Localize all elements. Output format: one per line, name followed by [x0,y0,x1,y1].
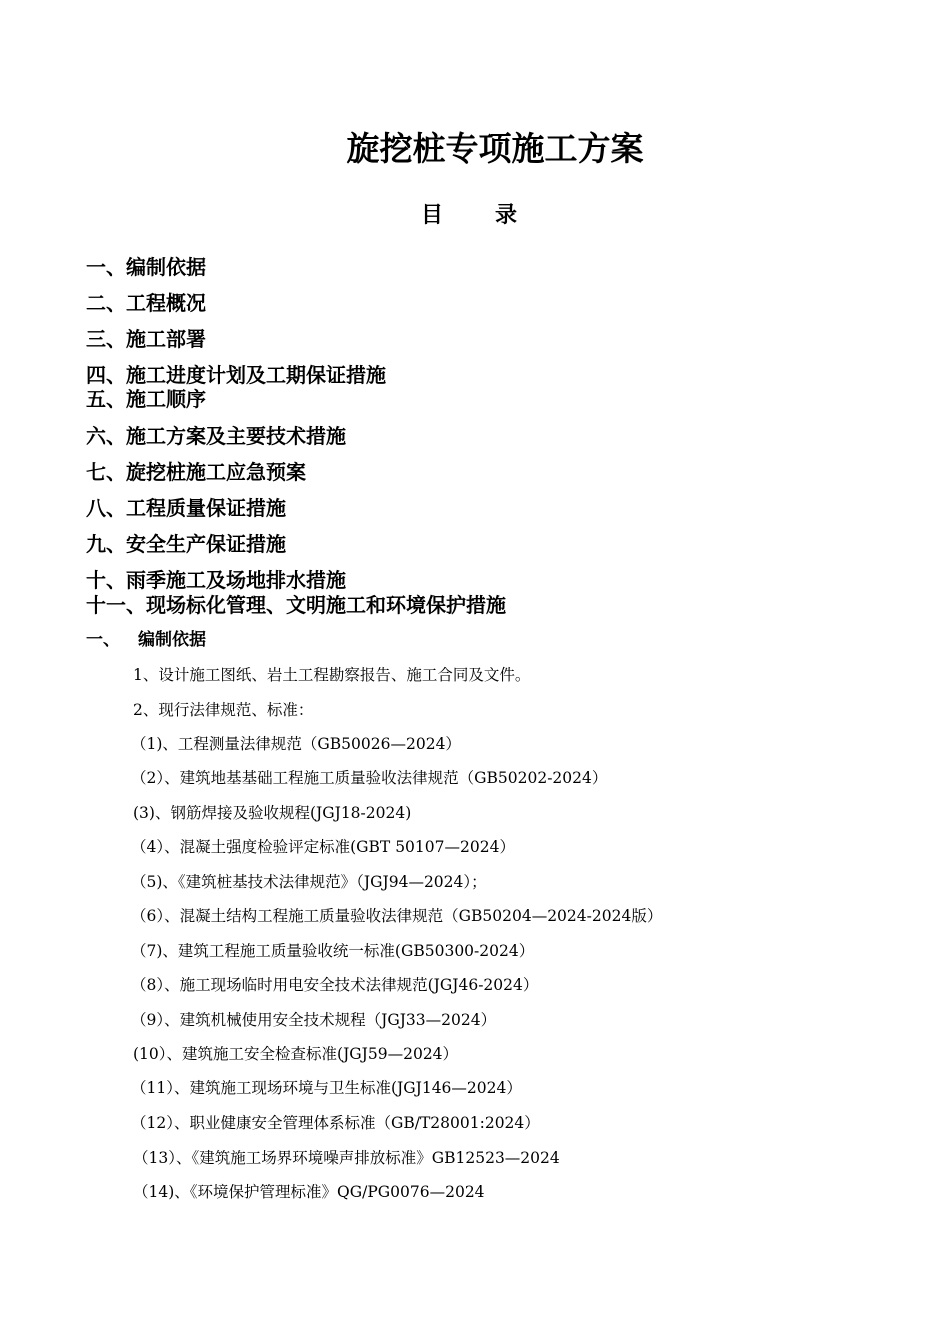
body-line: （2）、建筑地基基础工程施工质量验收法律规范（GB50202-2024） [131,769,608,787]
toc-item: 十一、现场标化管理、文明施工和环境保护措施 [86,593,506,617]
body-line: 1、设计施工图纸、岩土工程勘察报告、施工合同及文件。 [133,666,531,684]
body-line: (10）、建筑施工安全检查标准(JGJ59—2024） [133,1045,459,1063]
body-line: (3)、钢筋焊接及验收规程(JGJ18-2024) [133,804,412,822]
body-line: （12）、职业健康安全管理体系标准（GB/T28001:2024） [131,1114,540,1132]
toc-item: 一、编制依据 [86,255,206,279]
body-line: （14)、《环境保护管理标准》QG/PG0076—2024 [133,1183,485,1201]
toc-item: 九、安全生产保证措施 [86,532,286,556]
body-line: （9）、建筑机械使用安全技术规程（JGJ33—2024） [131,1011,497,1029]
section-heading [86,628,206,652]
body-line: 2、现行法律规范、标准： [133,701,314,719]
section-title: 编制依据 [138,630,206,650]
toc-heading: 目录 [420,203,569,228]
body-line: （13）、《建筑施工场界环境噪声排放标准》GB12523—2024 [133,1149,560,1167]
body-line: （4）、混凝土强度检验评定标准(GBT 50107—2024） [131,838,515,856]
body-line: （11）、建筑施工现场环境与卫生标准(JGJ146—2024） [131,1079,522,1097]
toc-item: 七、旋挖桩施工应急预案 [86,460,306,484]
body-line: （6）、混凝土结构工程施工质量验收法律规范（GB50204—2024-2024版） [131,907,663,925]
toc-item: 十、雨季施工及场地排水措施 [86,568,346,592]
body-line: （8）、施工现场临时用电安全技术法律规范(JGJ46-2024） [131,976,539,994]
toc-item: 二、工程概况 [86,291,206,315]
body-line: （1)、工程测量法律规范（GB50026—2024） [131,735,461,753]
toc-item: 八、工程质量保证措施 [86,496,286,520]
toc-item: 五、施工顺序 [86,387,206,411]
section-number: 一、 [86,630,120,650]
body-line: （5)、《建筑桩基技术法律规范》（JGJ94—2024）； [131,873,487,891]
toc-item: 六、施工方案及主要技术措施 [86,424,346,448]
toc-item: 三、施工部署 [86,327,206,351]
body-line: （7)、建筑工程施工质量验收统一标准(GB50300-2024） [131,942,535,960]
document-title: 旋挖桩专项施工方案 [346,129,644,168]
toc-item: 四、施工进度计划及工期保证措施 [86,363,386,387]
